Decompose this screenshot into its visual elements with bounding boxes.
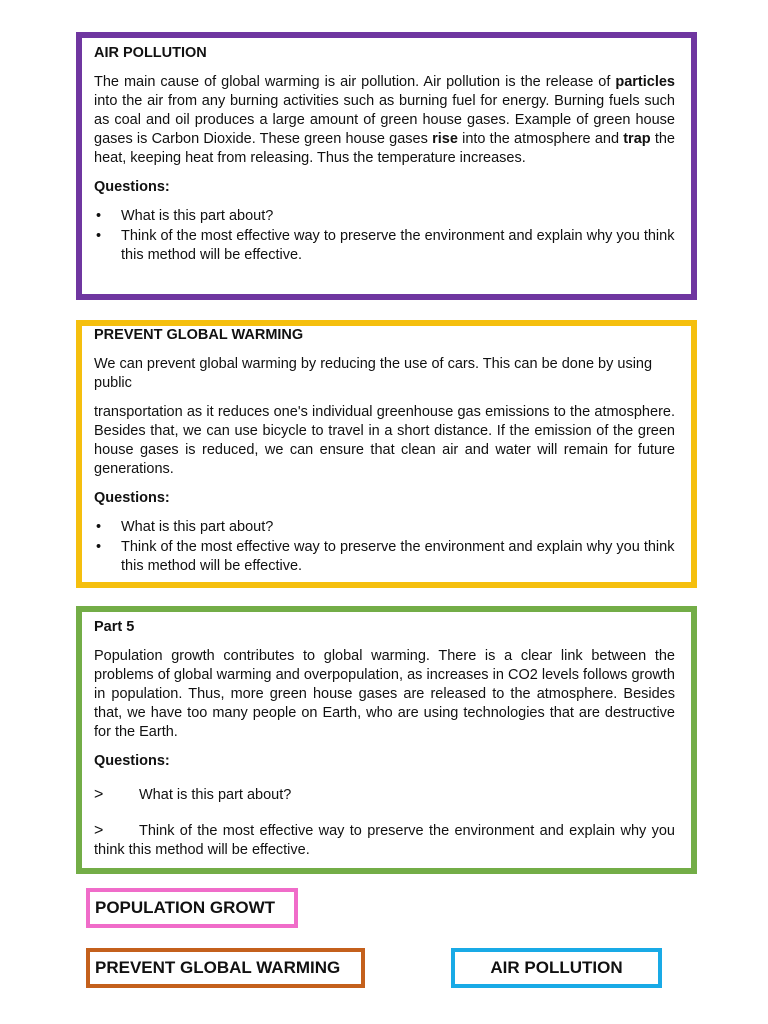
- question-text: Think of the most effective way to preserve the environment and explain why you think this method will be effective.: [121, 539, 675, 574]
- bold-text: trap: [623, 131, 651, 147]
- air-pollution-label: AIR POLLUTION: [451, 948, 662, 988]
- section-title: Part 5: [94, 619, 135, 635]
- text-run: The main cause of global warming is air pollution. Air pollution is the release of: [94, 74, 616, 90]
- question-text: Think of the most effective way to preserve the environment and explain why you think this method will be effective.: [94, 823, 675, 858]
- bold-text: particles: [615, 74, 675, 90]
- question-text: What is this part about?: [121, 208, 274, 224]
- section-paragraph: Population growth contributes to global warming. There is a clear link between the problems of global warming and overpopulation, as increases in CO2 levels follows growth in population. Thus, more green house gases are released to the atmosphere. Besides that, we have too many people on Earth, who are using technologies that are destructive for the Earth.: [94, 648, 675, 740]
- bold-text: rise: [432, 131, 458, 147]
- questions-list: [94, 518, 675, 576]
- air-pollution-section: [76, 32, 697, 300]
- population-growth-label: POPULATION GROWT: [86, 888, 298, 928]
- question-item: [94, 821, 675, 860]
- question-item: [94, 207, 675, 226]
- text-run: the heat, keeping heat from releasing. Thus the temperature increases.: [94, 131, 675, 166]
- questions-label: Questions:: [94, 753, 170, 769]
- questions-label: Questions:: [94, 179, 170, 195]
- question-text: What is this part about?: [121, 519, 274, 535]
- question-item: [94, 518, 675, 537]
- part-5-section: [76, 606, 697, 874]
- bullet-icon: •: [96, 208, 102, 224]
- bullet-icon: •: [96, 539, 102, 555]
- text-run: into the atmosphere and: [457, 131, 624, 147]
- section-title: PREVENT GLOBAL WARMING: [94, 327, 304, 343]
- arrow-marker-icon: >: [94, 786, 104, 803]
- section-paragraph: [94, 73, 675, 168]
- question-text: Think of the most effective way to preserve the environment and explain why you think this method will be effective.: [121, 228, 675, 263]
- section-paragraph: We can prevent global warming by reducing the use of cars. This can be done by using public: [94, 356, 653, 391]
- question-item: [94, 538, 675, 576]
- bullet-icon: •: [96, 519, 102, 535]
- prevent-global-warming-section: [76, 320, 697, 588]
- bullet-icon: •: [96, 228, 102, 244]
- questions-label: Questions:: [94, 490, 170, 506]
- questions-list: [94, 207, 675, 265]
- arrow-marker-icon: >: [94, 822, 104, 839]
- prevent-global-warming-label: PREVENT GLOBAL WARMING: [86, 948, 365, 988]
- question-item: [94, 227, 675, 265]
- section-title: AIR POLLUTION: [94, 45, 207, 61]
- section-paragraph: transportation as it reduces one's individual greenhouse gas emissions to the atmosphere. Besides that, we can use bicycle to travel in a short distance. If the emission of the green house gases is reduced, we can ensure that clean air and water will remain for future generations.: [94, 404, 675, 477]
- question-item: [94, 785, 675, 805]
- text-run: into the air from any burning activities such as burning fuel for energy. Burning fuels such as coal and oil produces a large amount of green house gases. Example of green house gases is Carbon Dioxide. These green house gases: [94, 93, 675, 147]
- question-text: What is this part about?: [139, 787, 292, 803]
